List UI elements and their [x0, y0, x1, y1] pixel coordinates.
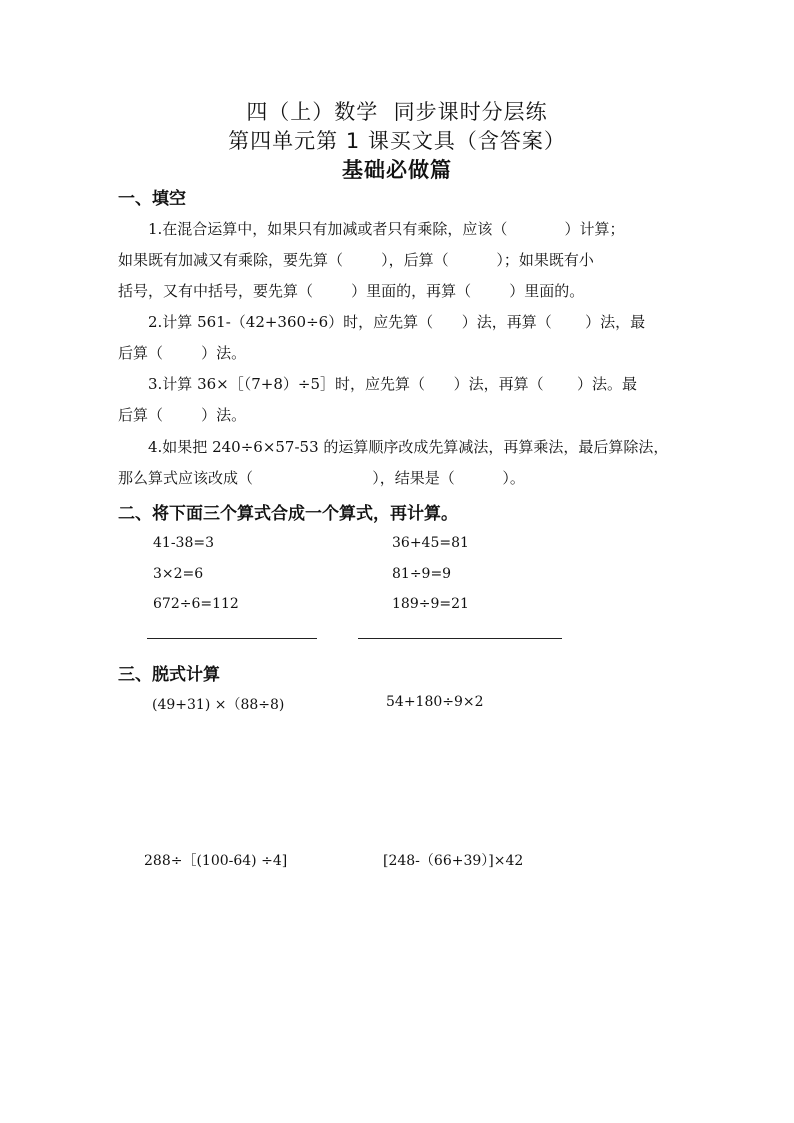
- question-4-line-1: 4.如果把 240÷6×57-53 的运算顺序改成先算减法，再算乘法，最后算除法，: [148, 438, 669, 456]
- question-1-line-3: 括号，又有中括号，要先算（ ）里面的，再算（ ）里面的。: [118, 282, 585, 300]
- question-3-line-1: 3.计算 36×［（7+8）÷5］时，应先算（ ）法，再算（ ）法。最: [148, 375, 637, 393]
- calc-problem-4: [248-（66+39）]×42: [383, 853, 524, 869]
- equation-right-2: 81÷9=9: [392, 566, 452, 582]
- equation-left-3: 672÷6=112: [153, 596, 239, 612]
- worksheet-title: 四（上）数学 同步课时分层练: [246, 100, 548, 124]
- equation-right-3: 189÷9=21: [392, 596, 469, 612]
- calc-problem-2: 54+180÷9×2: [386, 694, 484, 710]
- section-fill-blank-heading: 一、填空: [118, 189, 186, 209]
- section-step-calc-heading: 三、脱式计算: [118, 665, 220, 685]
- question-4-line-2: 那么算式应该改成（ ），结果是（ ）。: [118, 469, 525, 487]
- equation-left-2: 3×2=6: [153, 566, 204, 582]
- question-1-line-2: 如果既有加减又有乘除，要先算（ ），后算（ ）；如果既有小: [118, 251, 594, 269]
- calc-problem-1: (49+31) ×（88÷8): [152, 697, 285, 713]
- equation-left-1: 41-38=3: [153, 535, 214, 551]
- section-combine-heading: 二、将下面三个算式合成一个算式，再计算。: [118, 504, 458, 524]
- question-2-line-1: 2.计算 561-（42+360÷6）时，应先算（ ）法，再算（ ）法，最: [148, 313, 646, 331]
- equation-right-1: 36+45=81: [392, 535, 469, 551]
- question-1-line-1: 1.在混合运算中，如果只有加减或者只有乘除，应该（ ）计算；: [148, 220, 625, 238]
- worksheet-level-title: 基础必做篇: [342, 158, 452, 182]
- calc-problem-3: 288÷［(100-64) ÷4]: [144, 853, 288, 869]
- question-3-line-2: 后算（ ）法。: [118, 406, 247, 424]
- question-2-line-2: 后算（ ）法。: [118, 344, 247, 362]
- answer-line-right: [358, 638, 562, 639]
- answer-line-left: [147, 638, 317, 639]
- worksheet-subtitle: 第四单元第 1 课买文具（含答案）: [228, 129, 566, 153]
